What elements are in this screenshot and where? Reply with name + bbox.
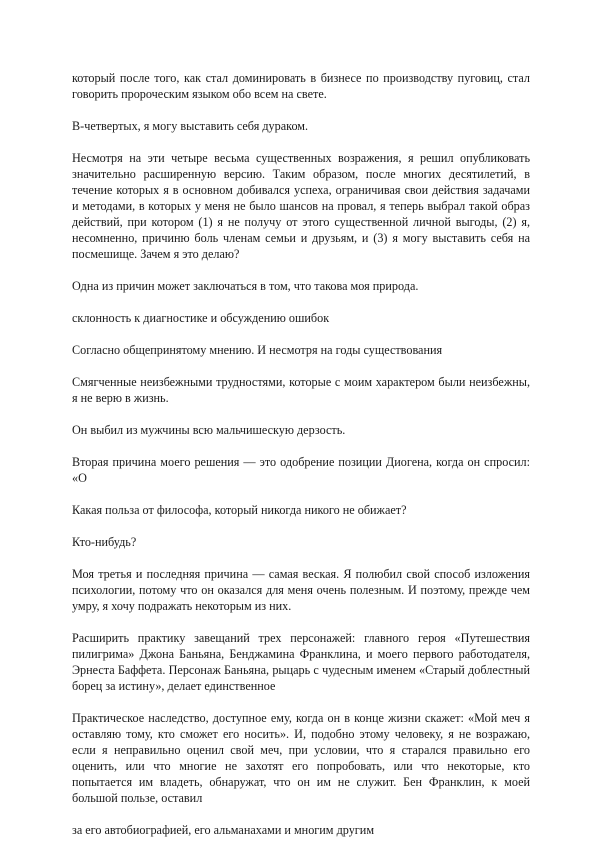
paragraph-8: Он выбил из мужчины всю мальчишескую дерзость. xyxy=(72,423,346,437)
paragraph-13: Расширить практику завещаний трех персонажей: главного героя «Путешествия пилигрима» Джона Баньяна, Бенджамина Франклина, и моего первого работодателя, Эрнеста Баффета. Персонаж Баньяна, рыцарь с чудесным именем «Старый доблестный борец за истину», делает единственное xyxy=(72,631,530,693)
paragraph-10: Какая польза от философа, который никогда никого не обижает? xyxy=(72,503,407,517)
paragraph-6: Согласно общепринятому мнению. И несмотря на годы существования xyxy=(72,343,443,357)
paragraph-15: за его автобиографией, его альманахами и многим другим xyxy=(72,823,375,837)
document-page xyxy=(72,70,530,854)
paragraph-5: склонность к диагностике и обсуждению ошибок xyxy=(72,311,330,325)
paragraph-4: Одна из причин может заключаться в том, что такова моя природа. xyxy=(72,279,419,293)
paragraph-14: Практическое наследство, доступное ему, когда он в конце жизни скажет: «Мой меч я оставляю тому, кто сможет его носить». И, подобно этому человеку, я не возражаю, если я неправильно оценил свой меч, при условии, что я старался правильно его оценить, или что многие не захотят его попробовать, или что некоторые, кто попытается им владеть, обнаружат, что он им не служит. Бен Франклин, к моей большой пользе, оставил xyxy=(72,711,530,805)
paragraph-11: Кто-нибудь? xyxy=(72,535,137,549)
paragraph-9: Вторая причина моего решения — это одобрение позиции Диогена, когда он спросил: «О xyxy=(72,455,530,485)
paragraph-2: В-четвертых, я могу выставить себя дураком. xyxy=(72,119,309,133)
paragraph-12: Моя третья и последняя причина — самая веская. Я полюбил свой способ изложения психологии, потому что он оказался для меня очень полезным. И поэтому, прежде чем умру, я хочу подражать некоторым из них. xyxy=(72,567,530,613)
paragraph-7: Смягченные неизбежными трудностями, которые с моим характером были неизбежны, я не верю в жизнь. xyxy=(72,375,530,405)
paragraph-3: Несмотря на эти четыре весьма существенных возражения, я решил опубликовать значительно расширенную версию. Таким образом, после многих десятилетий, в течение которых я в основном добивался успеха, ограничивая свои действия задачами и методами, в которых у меня не было шансов на провал, я теперь выбрал такой образ действий, при котором (1) я не получу от этого существенной личной выгоды, (2) я, несомненно, причиню боль членам семьи и друзьям, и (3) я могу выставить себя на посмешище. Зачем я это делаю? xyxy=(72,151,530,261)
paragraph-1: который после того, как стал доминировать в бизнесе по производству пуговиц, стал говорить пророческим языком обо всем на свете. xyxy=(72,71,530,101)
